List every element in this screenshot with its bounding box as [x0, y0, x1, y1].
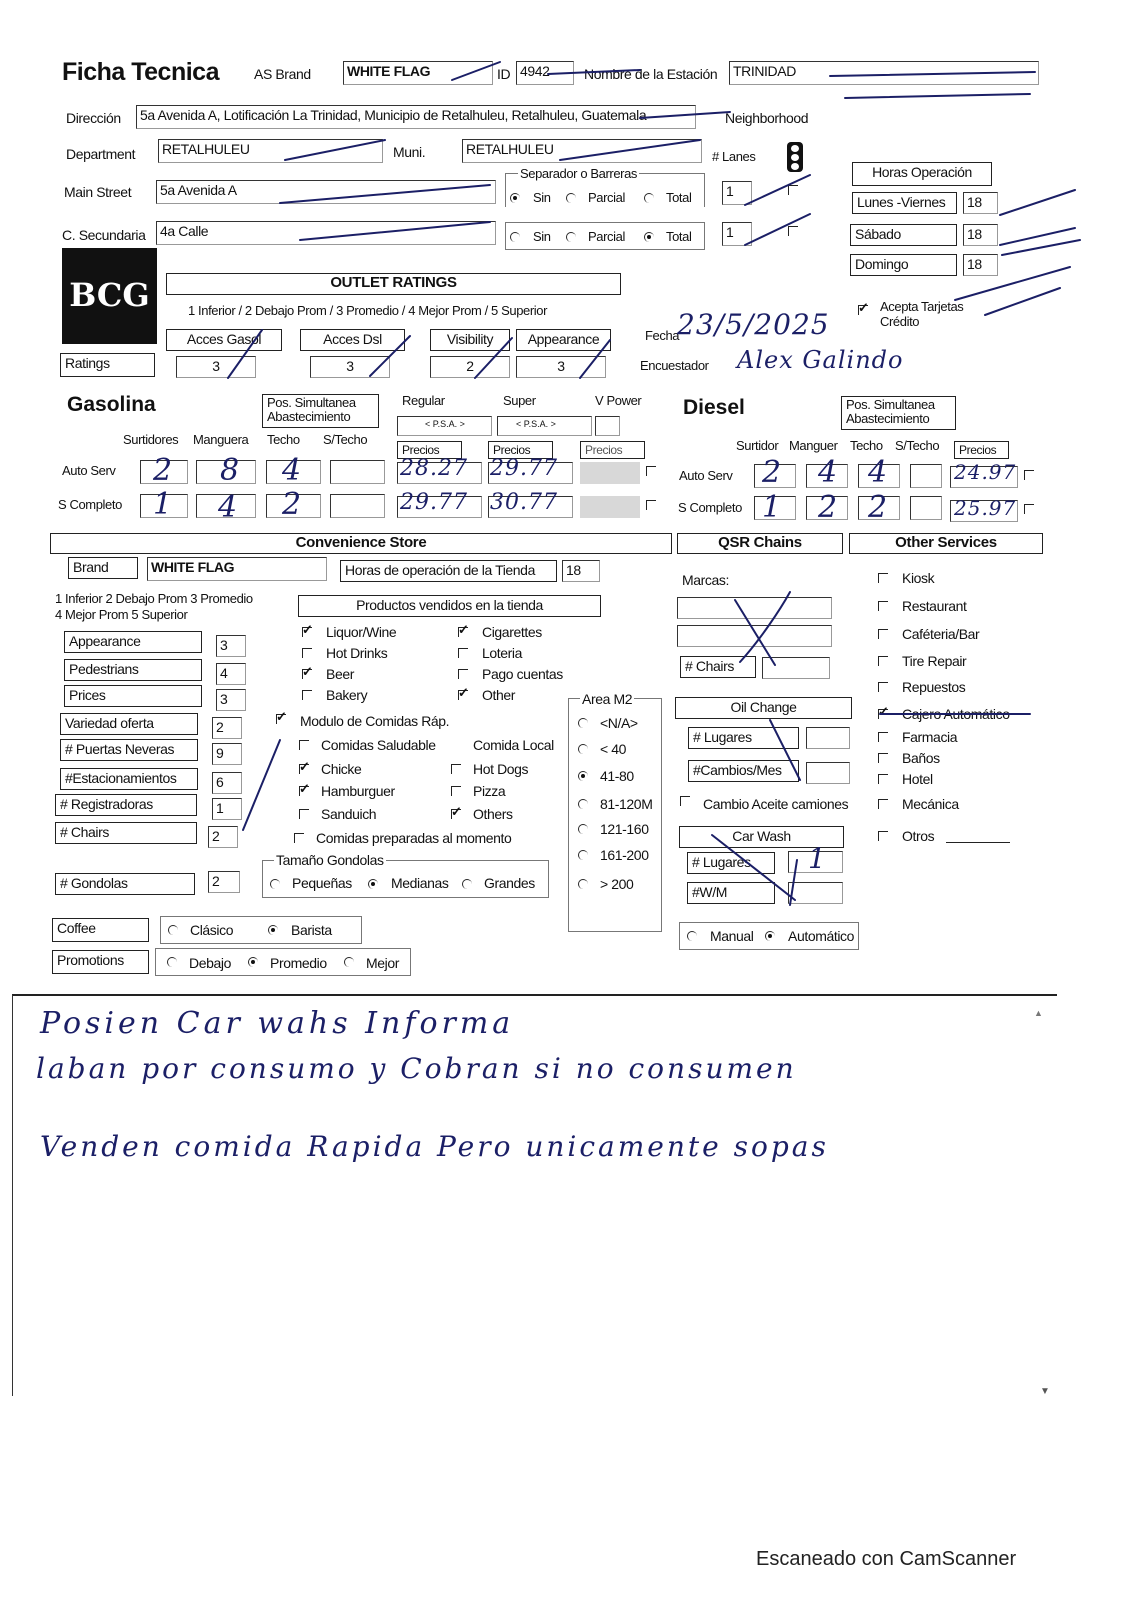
lanes-main-field[interactable]: 1: [722, 181, 752, 205]
dsl-autoserv-label: Auto Serv: [679, 468, 733, 483]
gas-precios-super: Precios: [488, 441, 553, 459]
carwash-wm-label: #W/M: [687, 882, 775, 904]
ratings-title: OUTLET RATINGS: [166, 273, 621, 295]
main-street-label: Main Street: [64, 184, 132, 200]
store-metric-label: Prices: [64, 685, 202, 707]
fastfood-label: Comidas Saludable: [321, 737, 436, 753]
carwash-manual-label: Manual: [710, 928, 754, 944]
strike-department: [285, 140, 385, 160]
promo-promedio-label: Promedio: [270, 955, 327, 971]
main-street-field[interactable]: 5a Avenida A: [156, 180, 496, 204]
strike-rating-2: [370, 336, 410, 376]
neighborhood-label: Neighborhood: [725, 110, 809, 126]
gondola-pequenas-label: Pequeñas: [292, 875, 352, 891]
rating-acces-dsl-field[interactable]: 3: [310, 356, 390, 378]
strike-qsr-2: [740, 592, 790, 662]
other-service-label: Tire Repair: [902, 653, 967, 669]
other-service-label: Farmacia: [902, 729, 958, 745]
qsr-title: QSR Chains: [677, 533, 843, 554]
accepts-cards-label: Acepta Tarjetas Crédito: [880, 299, 964, 329]
fastfood-label: Comidas preparadas al momento: [316, 830, 512, 846]
fastfood-label: Modulo de Comidas Ráp.: [300, 713, 450, 729]
oil-lugares-label: # Lugares: [688, 727, 799, 749]
bcg-logo-text: BCG: [69, 276, 150, 314]
store-brand-label: Brand: [68, 557, 138, 579]
separator-sec-total-label: Total: [666, 229, 692, 244]
muni-label: Muni.: [393, 144, 426, 160]
dsl-col-manguer: Manguer: [789, 438, 838, 453]
as-brand-label: AS Brand: [254, 66, 311, 82]
rating-acces-dsl-label: Acces Dsl: [300, 329, 405, 351]
gas-psa-label-2: < P.S.A. >: [516, 419, 556, 429]
coffee-label: Coffee: [52, 918, 149, 942]
as-brand-field[interactable]: WHITE FLAG: [343, 61, 493, 85]
carwash-automatico-label: Automático: [788, 928, 855, 944]
product-label: Bakery: [326, 687, 368, 703]
store-metric-label: Variedad oferta: [60, 713, 198, 735]
id-field[interactable]: 4942: [516, 61, 574, 85]
strike-muni: [560, 140, 700, 160]
lanes-label: # Lanes: [712, 149, 756, 164]
store-metric-label: Pedestrians: [64, 659, 202, 681]
separator-sec-parcial-label: Parcial: [588, 229, 625, 244]
secondary-street-label: C. Secundaria: [62, 227, 146, 243]
rating-acces-gasol-label: Acces Gasol: [166, 329, 282, 351]
gas-scompleto-techo-value: 2: [282, 487, 303, 522]
gas-scompleto-manguera-value: 4: [218, 490, 239, 525]
station-label: Nombre de la Estación: [584, 66, 718, 82]
strike-hours-1: [1000, 190, 1075, 215]
separator-main-sin-label: Sin: [533, 190, 551, 205]
area-label-item: 81-120M: [600, 796, 653, 812]
gas-product-vpower: V Power: [595, 393, 642, 408]
store-brand-field[interactable]: WHITE FLAG: [147, 557, 327, 581]
coffee-barista-label: Barista: [291, 922, 332, 938]
notes-line-1: Posien Car wahs Informa: [40, 1006, 515, 1041]
store-metric-label: # Chairs: [55, 822, 197, 844]
gas-col-surtidores: Surtidores: [123, 432, 179, 447]
strike-store-metrics: [243, 740, 280, 830]
other-service-label: Baños: [902, 750, 940, 766]
other-service-label: Hotel: [902, 771, 933, 787]
store-metric-field[interactable]: 3: [216, 635, 246, 657]
store-metric-field[interactable]: 2: [212, 717, 242, 739]
store-metric-label: Appearance: [64, 631, 202, 653]
gas-scompleto-super-value: 30.77: [490, 490, 558, 515]
gasolina-title: Gasolina: [67, 393, 156, 416]
lanes-secondary-field[interactable]: 1: [722, 222, 752, 246]
scanner-footer: Escaneado con CamScanner: [756, 1548, 1017, 1570]
other-services-title: Other Services: [849, 533, 1043, 554]
strike-cards: [985, 288, 1060, 315]
fastfood-label: Pizza: [473, 783, 506, 799]
gas-col-manguera: Manguera: [193, 432, 249, 447]
other-service-label: Restaurant: [902, 598, 967, 614]
id-label: ID: [497, 66, 511, 82]
store-metric-field[interactable]: 2: [208, 826, 238, 848]
other-service-label: Caféteria/Bar: [902, 626, 980, 642]
gondola-grandes-label: Grandes: [484, 875, 535, 891]
store-metric-label: # Puertas Neveras: [60, 739, 198, 761]
fastfood-label: Sanduich: [321, 806, 377, 822]
strike-secondary: [300, 222, 490, 240]
sunday-hours-field[interactable]: 18: [963, 254, 998, 276]
dsl-col-techo: Techo: [850, 438, 883, 453]
weekdays-label: Lunes -Viernes: [852, 192, 957, 214]
other-service-label: Cajero Automático: [902, 706, 1010, 722]
product-label: Loteria: [482, 645, 523, 661]
ratings-row-label: Ratings: [60, 353, 155, 377]
strike-lanes-2: [745, 214, 810, 245]
dsl-col-stecho: S/Techo: [895, 438, 940, 453]
scroll-down-icon[interactable]: ▼: [1040, 1386, 1050, 1397]
dsl-scompleto-manguer-value: 2: [818, 490, 839, 525]
area-label: Area M2: [582, 691, 633, 707]
separator-sec-sin-label: Sin: [533, 229, 551, 244]
surveyor-handwritten: Alex Galindo: [737, 346, 904, 374]
dsl-autoserv-precio-value: 24.97: [954, 460, 1017, 484]
oil-cambios-label: #Cambios/Mes: [688, 760, 799, 782]
coffee-clasico-label: Clásico: [190, 922, 234, 938]
store-scale-2: 4 Mejor Prom 5 Superior: [55, 607, 188, 622]
area-label-item: 121-160: [600, 821, 649, 837]
fastfood-label: Others: [473, 806, 513, 822]
gas-precios-vpower: Precios: [580, 441, 645, 459]
rating-visibility-label: Visibility: [430, 329, 510, 351]
other-service-label: Otros: [902, 828, 935, 844]
fecha-handwritten: 23/5/2025: [677, 308, 830, 341]
car-wash-title: Car Wash: [679, 826, 844, 848]
products-title: Productos vendidos en la tienda: [298, 595, 601, 617]
other-service-label: Repuestos: [902, 679, 966, 695]
department-field[interactable]: RETALHULEU: [158, 139, 383, 163]
strike-rating-4: [580, 340, 610, 378]
separator-main-parcial-label: Parcial: [588, 190, 625, 205]
department-label: Department: [66, 146, 136, 162]
secondary-street-field[interactable]: 4a Calle: [156, 221, 496, 245]
gas-scompleto-label: S Completo: [58, 497, 122, 512]
store-hours-label: Horas de operación de la Tienda: [340, 560, 557, 582]
carwash-lugares-label: # Lugares: [687, 852, 775, 874]
strike-mainstreet: [280, 185, 490, 203]
strike-rating-3: [475, 338, 512, 378]
store-metric-field[interactable]: 1: [212, 798, 242, 820]
dsl-autoserv-manguer-value: 4: [818, 455, 839, 490]
qsr-chairs-label: # Chairs: [680, 656, 756, 678]
store-metric-field[interactable]: 6: [212, 772, 242, 794]
scroll-up-icon[interactable]: ▲: [1034, 1008, 1043, 1018]
product-label: Cigarettes: [482, 624, 542, 640]
gas-autoserv-label: Auto Serv: [62, 463, 116, 478]
saturday-hours-field[interactable]: 18: [963, 224, 998, 246]
separator-main-total-label: Total: [666, 190, 692, 205]
sunday-label: Domingo: [850, 254, 957, 276]
gondolas-label: # Gondolas: [55, 873, 195, 895]
gas-precios-regular: Precios: [397, 441, 462, 459]
area-label-item: 161-200: [600, 847, 649, 863]
gas-autoserv-manguera-value: 8: [220, 453, 241, 488]
product-label: Beer: [326, 666, 354, 682]
strike-oil: [770, 720, 800, 780]
notes-line-3: Venden comida Rapida Pero unicamente sopas: [40, 1130, 829, 1163]
address-label: Dirección: [66, 110, 121, 126]
fastfood-label: Chicke: [321, 761, 362, 777]
diesel-pos-label: Pos. Simultanea Abastecimiento: [841, 396, 956, 430]
store-metric-field[interactable]: 9: [212, 743, 242, 765]
strike-neighborhood: [845, 94, 1030, 98]
product-label: Hot Drinks: [326, 645, 388, 661]
gas-scompleto-surtidores-value: 1: [153, 487, 174, 522]
dsl-scompleto-techo-value: 2: [868, 490, 889, 525]
other-service-label: Kiosk: [902, 570, 935, 586]
strike-id: [548, 70, 640, 74]
gas-autoserv-super-value: 29.77: [490, 456, 558, 481]
area-label-item: > 200: [600, 876, 634, 892]
dsl-scompleto-precio-value: 25.97: [954, 496, 1017, 520]
fastfood-label: Hot Dogs: [473, 761, 529, 777]
diesel-title: Diesel: [683, 396, 745, 419]
strike-brand: [452, 62, 500, 80]
store-scale-1: 1 Inferior 2 Debajo Prom 3 Promedio: [55, 591, 253, 606]
dsl-scompleto-surtidor-value: 1: [762, 490, 783, 525]
gas-autoserv-surtidores-value: 2: [153, 453, 174, 488]
product-label: Pago cuentas: [482, 666, 563, 682]
address-field[interactable]: 5a Avenida A, Lotificación La Trinidad, Municipio de Retalhuleu, Retalhuleu, Guatemala: [136, 105, 696, 129]
store-metric-field[interactable]: 3: [216, 689, 246, 711]
gondola-size-label: Tamaño Gondolas: [276, 852, 384, 868]
strike-address: [640, 112, 730, 118]
dsl-col-surtidor: Surtidor: [736, 438, 779, 453]
gas-autoserv-regular-value: 28.27: [400, 456, 468, 481]
strike-carwash: [712, 835, 795, 900]
product-label: Liquor/Wine: [326, 624, 397, 640]
dsl-scompleto-label: S Completo: [678, 500, 742, 515]
gas-psa-label-1: < P.S.A. >: [425, 419, 465, 429]
surveyor-label: Encuestador: [640, 358, 709, 373]
rating-visibility-field[interactable]: 2: [430, 356, 510, 378]
strike-lanes-1: [745, 175, 810, 205]
gasolina-pos-label: Pos. Simultanea Abastecimiento: [262, 394, 379, 428]
gondola-medianas-label: Medianas: [391, 875, 449, 891]
fastfood-label: Comida Local: [473, 737, 554, 753]
oil-camiones-label: Cambio Aceite camiones: [703, 796, 849, 812]
gas-col-techo: Techo: [267, 432, 300, 447]
qsr-marcas-label: Marcas:: [682, 572, 729, 588]
dsl-autoserv-surtidor-value: 2: [762, 455, 783, 490]
fastfood-label: Hamburguer: [321, 783, 395, 799]
gas-scompleto-regular-value: 29.77: [400, 490, 468, 515]
strike-qsr-1: [735, 600, 775, 665]
oil-change-title: Oil Change: [675, 697, 852, 719]
notes-line-2: laban por consumo y Cobran si no consumen: [36, 1052, 797, 1085]
store-metric-label: #Estacionamientos: [60, 768, 198, 790]
store-metric-label: # Registradoras: [55, 794, 197, 816]
rating-acces-gasol-field[interactable]: 3: [176, 356, 256, 378]
dsl-autoserv-techo-value: 4: [868, 455, 889, 490]
carwash-lugares-value: 1: [808, 842, 827, 875]
form-title: Ficha Tecnica: [62, 58, 219, 86]
weekdays-hours-field[interactable]: 18: [963, 192, 998, 214]
promo-debajo-label: Debajo: [189, 955, 231, 971]
other-service-label: Mecánica: [902, 796, 959, 812]
area-label-item: 41-80: [600, 768, 634, 784]
gas-col-stecho: S/Techo: [323, 432, 368, 447]
strike-hours-4: [955, 267, 1070, 300]
gas-autoserv-techo-value: 4: [282, 453, 303, 488]
gas-product-regular: Regular: [402, 393, 445, 408]
fecha-label: Fecha: [645, 328, 680, 343]
store-hours-field[interactable]: 18: [562, 560, 600, 582]
store-title: Convenience Store: [50, 533, 672, 554]
hours-label: Horas Operación: [852, 162, 992, 186]
ratings-scale: 1 Inferior / 2 Debajo Prom / 3 Promedio / 4 Mejor Prom / 5 Superior: [188, 303, 548, 318]
area-label-item: <N/A>: [600, 715, 638, 731]
gondolas-field[interactable]: 2: [208, 871, 240, 893]
separator-label: Separador o Barreras: [520, 166, 638, 181]
promo-mejor-label: Mejor: [366, 955, 400, 971]
store-metric-field[interactable]: 4: [216, 663, 246, 685]
product-label: Other: [482, 687, 516, 703]
station-field[interactable]: TRINIDAD: [729, 61, 1039, 85]
gas-product-super: Super: [503, 393, 536, 408]
strike-rating-1: [228, 330, 262, 378]
strike-station: [830, 72, 1035, 76]
rating-appearance-field[interactable]: 3: [516, 356, 606, 378]
area-label-item: < 40: [600, 741, 627, 757]
dsl-col-precios: Precios: [954, 441, 1009, 459]
rating-appearance-label: Appearance: [516, 329, 611, 351]
muni-field[interactable]: RETALHULEU: [462, 139, 702, 163]
promotions-label: Promotions: [52, 950, 149, 974]
saturday-label: Sábado: [850, 224, 957, 246]
